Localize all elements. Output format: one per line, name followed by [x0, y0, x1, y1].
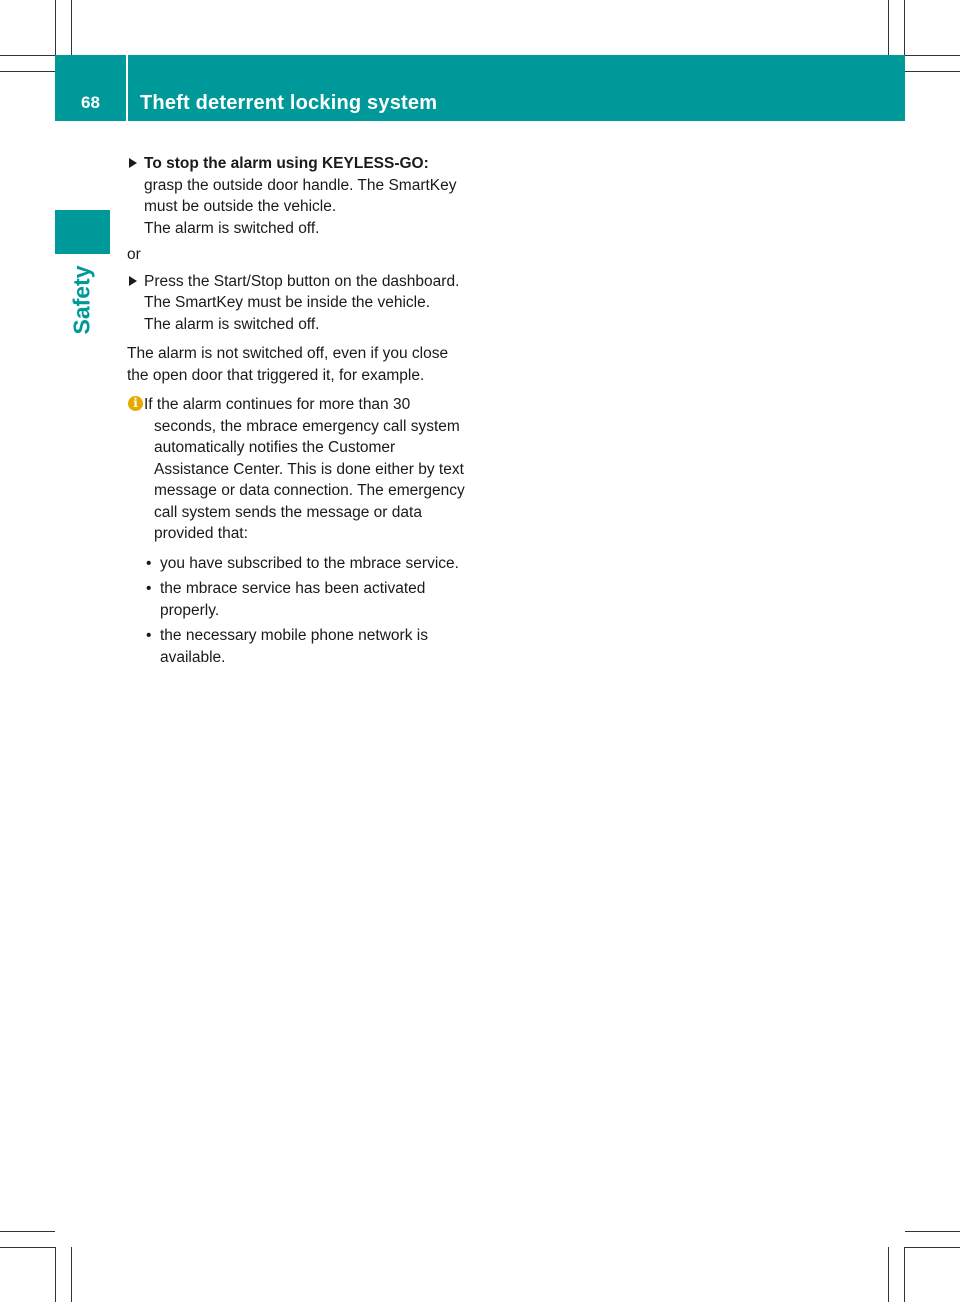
body-paragraph: The alarm is not switched off, even if you close the open door that triggered it, for example. [127, 345, 449, 384]
crop-mark [71, 1247, 72, 1302]
bullet-dot: • [146, 554, 152, 572]
list-item: • the mbrace service has been activated properly. [146, 580, 426, 619]
crop-mark [905, 55, 960, 56]
crop-mark [0, 71, 55, 72]
crop-mark [0, 1231, 55, 1232]
bullet-dot: • [146, 580, 152, 597]
page-title: Theft deterrent locking system [140, 92, 438, 114]
step-arrow-icon [129, 158, 137, 168]
crop-mark [904, 1247, 905, 1302]
section-tab [55, 210, 110, 254]
crop-mark [888, 1247, 889, 1302]
step-result: The alarm is switched off. [144, 219, 320, 237]
bullet-dot: • [146, 627, 152, 644]
crop-mark [904, 0, 905, 55]
instruction-step [127, 153, 467, 239]
list-item: • you have subscribed to the mbrace service. [144, 553, 467, 575]
content-column [127, 153, 467, 672]
list-item: • the necessary mobile phone network is available. [146, 627, 428, 666]
crop-mark [55, 0, 56, 55]
bullet-list [144, 553, 467, 669]
step-text: grasp the outside door handle. The SmartKey must be outside the vehicle. [144, 176, 457, 215]
crop-mark [905, 1231, 960, 1232]
note-text: If the alarm continues for more than 30 seconds, the mbrace emergency call system automatically notifies the Customer Assistance Center. This is done either by text message or data connection. The emergency call system sends the message or data provided that: [144, 396, 465, 542]
step-arrow-icon [129, 276, 137, 286]
instruction-step [127, 271, 467, 336]
section-label: Safety [68, 265, 95, 335]
page-header [55, 55, 905, 121]
or-text: or [127, 246, 141, 263]
step-text: Press the Start/Stop button on the dashboard. The SmartKey must be inside the vehicle. [144, 272, 460, 311]
crop-mark [0, 55, 55, 56]
header-divider [126, 55, 128, 121]
crop-mark [71, 0, 72, 55]
crop-mark [0, 1247, 55, 1248]
crop-mark [888, 0, 889, 55]
crop-mark [905, 1247, 960, 1248]
crop-mark [905, 71, 960, 72]
step-result: The alarm is switched off. [144, 315, 320, 333]
info-note [127, 394, 467, 668]
page-number: 68 [81, 93, 100, 112]
info-icon: i [128, 396, 143, 411]
step-heading: To stop the alarm using KEYLESS-GO: [144, 155, 429, 172]
crop-mark [55, 1247, 56, 1302]
